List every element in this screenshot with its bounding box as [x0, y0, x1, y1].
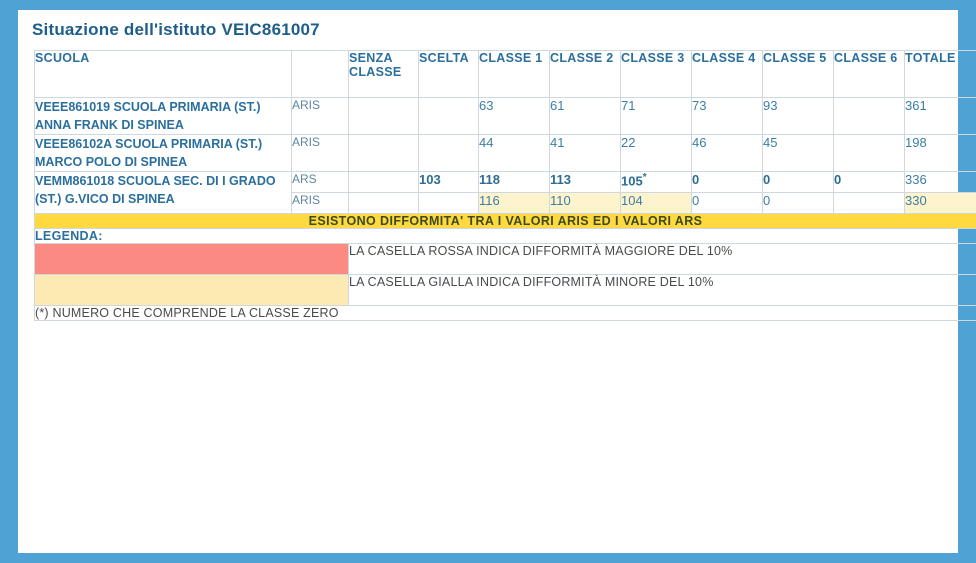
legend-red-swatch [35, 244, 349, 275]
cell-totale: 336 [905, 172, 976, 193]
cell-classe-2: 41 [550, 135, 621, 172]
cell-classe-6 [834, 193, 905, 214]
cell-classe-2: 113 [550, 172, 621, 193]
cell-classe-1: 63 [479, 98, 550, 135]
discrepancy-warning-text: ESISTONO DIFFORMITA' TRA I VALORI ARIS ED I VALORI ARS [35, 214, 976, 229]
cell-classe-3 [621, 172, 692, 193]
page-title: Situazione dell'istituto VEIC861007 [32, 20, 320, 39]
cell-scelta [419, 193, 479, 214]
cell-classe-5: 0 [763, 172, 834, 193]
cell-senza-classe [349, 98, 419, 135]
col-header-totale: TOTALE [905, 51, 976, 98]
cell-totale: 361 [905, 98, 976, 135]
cell-totale: 330 [905, 193, 976, 214]
cell-classe-6 [834, 98, 905, 135]
cell-classe-5: 45 [763, 135, 834, 172]
cell-classe-1: 44 [479, 135, 550, 172]
col-header-classe-4: CLASSE 4 [692, 51, 763, 98]
col-header-classe-3: CLASSE 3 [621, 51, 692, 98]
legend-red-text: LA CASELLA ROSSA INDICA DIFFORMITÀ MAGGIORE DEL 10% [349, 244, 976, 275]
legend-yellow-text: LA CASELLA GIALLA INDICA DIFFORMITÀ MINORE DEL 10% [349, 275, 976, 306]
row-sigla: ARS [292, 172, 349, 193]
legend-row-red [35, 244, 976, 275]
col-header-classe-5: CLASSE 5 [763, 51, 834, 98]
table-row [35, 172, 976, 193]
col-header-classe-2: CLASSE 2 [550, 51, 621, 98]
cell-classe-4: 46 [692, 135, 763, 172]
cell-classe-5: 93 [763, 98, 834, 135]
cell-senza-classe [349, 193, 419, 214]
col-header-scelta: SCELTA [419, 51, 479, 98]
cell-classe-4: 0 [692, 172, 763, 193]
legend-label-row [35, 229, 976, 244]
col-header-classe-1: CLASSE 1 [479, 51, 550, 98]
row-sigla: ARIS [292, 135, 349, 172]
cell-classe-6: 0 [834, 172, 905, 193]
cell-classe-3: 22 [621, 135, 692, 172]
cell-classe-2: 61 [550, 98, 621, 135]
row-sigla: ARIS [292, 193, 349, 214]
legend-label: LEGENDA: [35, 229, 976, 244]
cell-senza-classe [349, 135, 419, 172]
school-name: VEMM861018 SCUOLA SEC. DI I GRADO (ST.) G.VICO DI SPINEA [35, 172, 292, 214]
col-header-senza-classe: SENZA CLASSE [349, 51, 419, 98]
legend-row-yellow [35, 275, 976, 306]
footnote-row [35, 306, 976, 321]
cell-senza-classe [349, 172, 419, 193]
cell-classe-3-value: 105 [621, 173, 643, 189]
cell-classe-6 [834, 135, 905, 172]
footnote-marker: * [642, 172, 647, 183]
cell-classe-4: 0 [692, 193, 763, 214]
cell-scelta: 103 [419, 172, 479, 193]
cell-classe-5: 0 [763, 193, 834, 214]
school-name: VEEE86102A SCUOLA PRIMARIA (ST.) MARCO POLO DI SPINEA [35, 135, 292, 172]
cell-scelta [419, 98, 479, 135]
row-sigla: ARIS [292, 98, 349, 135]
col-header-scuola: SCUOLA [35, 51, 292, 98]
cell-classe-3: 71 [621, 98, 692, 135]
cell-classe-4: 73 [692, 98, 763, 135]
situation-table [34, 50, 976, 321]
legend-yellow-swatch [35, 275, 349, 306]
table-header-row [35, 51, 976, 98]
cell-classe-3: 104 [621, 193, 692, 214]
col-header-classe-6: CLASSE 6 [834, 51, 905, 98]
cell-classe-2: 110 [550, 193, 621, 214]
table-row [35, 98, 976, 135]
table-row [35, 135, 976, 172]
col-header-sigla [292, 51, 349, 98]
institute-situation-panel [18, 10, 958, 553]
cell-classe-1: 118 [479, 172, 550, 193]
footnote-text: (*) NUMERO CHE COMPRENDE LA CLASSE ZERO [35, 306, 976, 321]
cell-scelta [419, 135, 479, 172]
cell-totale: 198 [905, 135, 976, 172]
cell-classe-1: 116 [479, 193, 550, 214]
school-name: VEEE861019 SCUOLA PRIMARIA (ST.) ANNA FRANK DI SPINEA [35, 98, 292, 135]
discrepancy-warning-row [35, 214, 976, 229]
